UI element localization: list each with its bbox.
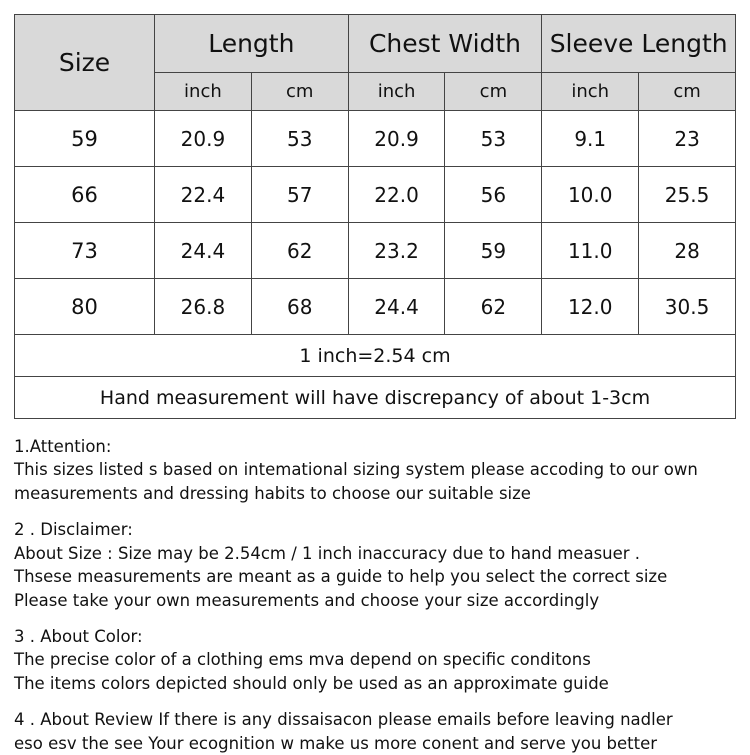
note-block-about-review — [14, 708, 736, 755]
header-chest-width: Chest Width — [348, 15, 542, 73]
note-line: eso esv the see Your ecognition w make us more conent and serve you better — [14, 733, 658, 753]
cell-length-inch: 22.4 — [155, 167, 252, 223]
note-line: This sizes listed s based on intemational sizing system please accoding to our own — [14, 460, 698, 480]
cell-size: 73 — [15, 223, 155, 279]
cell-length-inch: 24.4 — [155, 223, 252, 279]
cell-size: 59 — [15, 111, 155, 167]
cell-chest-cm: 59 — [445, 223, 542, 279]
cell-size: 66 — [15, 167, 155, 223]
cell-chest-cm: 56 — [445, 167, 542, 223]
note-block-about-color — [14, 625, 736, 695]
note-line: The precise color of a clothing ems mva depend on specific conditons — [14, 650, 591, 670]
cell-sleeve-inch: 12.0 — [542, 279, 639, 335]
cell-sleeve-cm: 30.5 — [639, 279, 736, 335]
note-title: 4 . About Review If there is any dissaisacon please emails before leaving nadler — [14, 710, 673, 730]
table-header-row-main — [15, 15, 736, 73]
header-sleeve-inch: inch — [542, 73, 639, 111]
cell-sleeve-inch: 9.1 — [542, 111, 639, 167]
cell-sleeve-cm: 28 — [639, 223, 736, 279]
note-conversion: 1 inch=2.54 cm — [15, 335, 736, 377]
note-title: 2 . Disclaimer: — [14, 520, 133, 540]
cell-sleeve-inch: 11.0 — [542, 223, 639, 279]
cell-length-inch: 20.9 — [155, 111, 252, 167]
header-size: Size — [15, 15, 155, 111]
note-block-disclaimer — [14, 518, 736, 612]
header-length: Length — [155, 15, 349, 73]
cell-length-cm: 57 — [251, 167, 348, 223]
cell-length-inch: 26.8 — [155, 279, 252, 335]
header-length-cm: cm — [251, 73, 348, 111]
header-chest-inch: inch — [348, 73, 445, 111]
note-title: 1.Attention: — [14, 437, 112, 456]
cell-sleeve-cm: 25.5 — [639, 167, 736, 223]
notes-section — [14, 435, 736, 755]
cell-chest-inch: 22.0 — [348, 167, 445, 223]
header-length-inch: inch — [155, 73, 252, 111]
note-line: About Size : Size may be 2.54cm / 1 inch inaccuracy due to hand measuer . — [14, 543, 641, 563]
note-discrepancy: Hand measurement will have discrepancy of about 1-3cm — [15, 377, 736, 419]
header-sleeve-cm: cm — [639, 73, 736, 111]
table-note-discrepancy-row — [15, 377, 736, 419]
note-block-attention — [14, 435, 736, 505]
note-line: Thsese measurements are meant as a guide to help you select the correct size — [14, 567, 668, 587]
cell-length-cm: 53 — [251, 111, 348, 167]
table-row — [15, 223, 736, 279]
cell-chest-cm: 62 — [445, 279, 542, 335]
note-line: The items colors depicted should only be used as an approximate guide — [14, 673, 609, 693]
size-chart-table — [14, 14, 736, 419]
header-chest-cm: cm — [445, 73, 542, 111]
cell-size: 80 — [15, 279, 155, 335]
cell-chest-inch: 20.9 — [348, 111, 445, 167]
cell-chest-inch: 24.4 — [348, 279, 445, 335]
header-sleeve-length: Sleeve Length — [542, 15, 736, 73]
cell-chest-inch: 23.2 — [348, 223, 445, 279]
table-row — [15, 279, 736, 335]
table-row — [15, 167, 736, 223]
table-note-conversion-row — [15, 335, 736, 377]
cell-sleeve-inch: 10.0 — [542, 167, 639, 223]
cell-length-cm: 62 — [251, 223, 348, 279]
note-title: 3 . About Color: — [14, 626, 143, 646]
note-line: Please take your own measurements and choose your size accordingly — [14, 590, 600, 610]
cell-chest-cm: 53 — [445, 111, 542, 167]
cell-sleeve-cm: 23 — [639, 111, 736, 167]
table-row — [15, 111, 736, 167]
cell-length-cm: 68 — [251, 279, 348, 335]
note-line: measurements and dressing habits to choose our suitable size — [14, 483, 531, 503]
